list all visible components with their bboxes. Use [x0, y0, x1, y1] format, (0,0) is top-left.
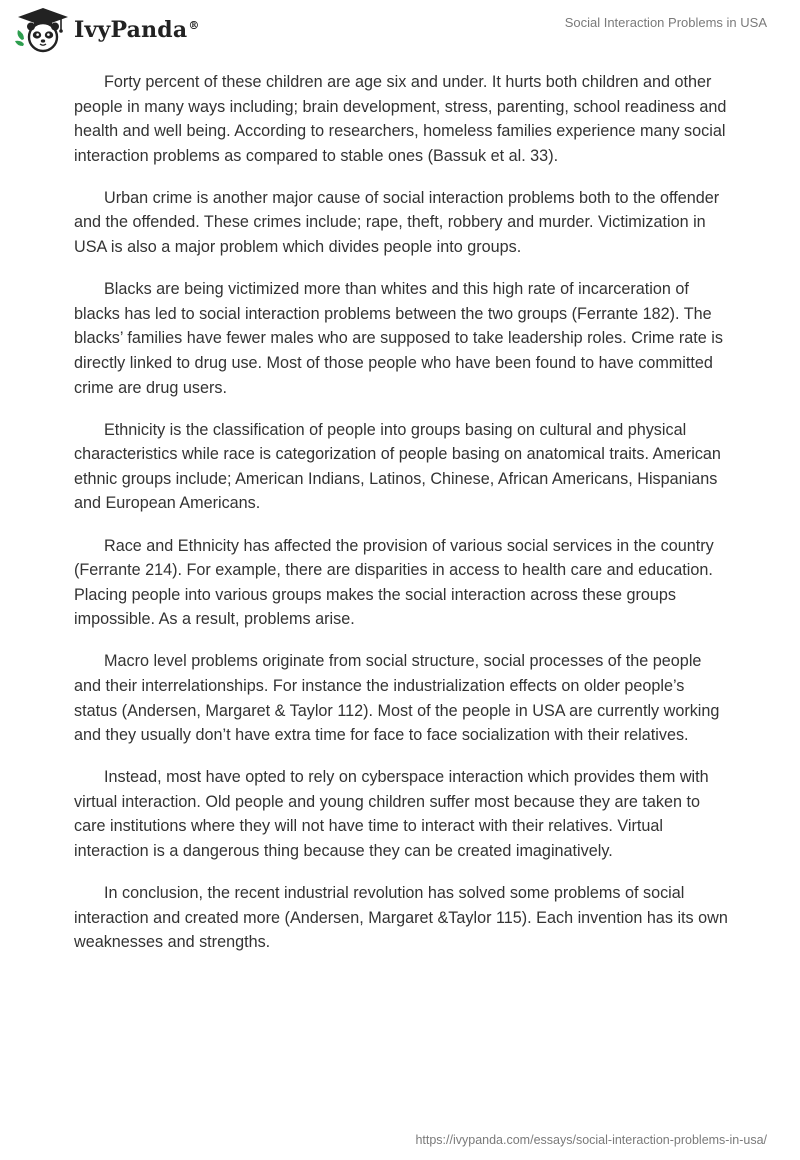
paragraph: Instead, most have opted to rely on cyberspace interaction which provides them with virtual interaction. Old people and young children suffer most because they are taken to care institutions where they will not have time to interact with their relatives. Virtual interaction is a dangerous thing because they can be created imaginatively.	[74, 768, 709, 861]
paragraph: In conclusion, the recent industrial revolution has solved some problems of social interaction and created more (Andersen, Margaret &Taylor 115). Each invention has its own weaknesses and strengths.	[74, 884, 728, 952]
registered-mark: ®	[188, 18, 200, 32]
brand-name: IvyPanda®	[74, 17, 200, 43]
panda-graduate-icon	[14, 6, 72, 54]
essay-body	[74, 70, 730, 972]
paragraph: Ethnicity is the classification of people into groups basing on cultural and physical characteristics while race is categorization of people basing on anatomical traits. American ethnic groups include; American Indians, Latinos, Chinese, African Americans, Hispanians and European Americans.	[74, 420, 721, 513]
paragraph: Blacks are being victimized more than whites and this high rate of incarceration of blacks has led to social interaction problems between the two groups (Ferrante 182). The blacks’ families have fewer males who are supposed to take leadership roles. Crime rate is directly linked to drug use. Most of those people who have been found to have committed crime are drug users.	[74, 280, 723, 397]
paragraph: Forty percent of these children are age six and under. It hurts both children and other people in many ways including; brain development, stress, parenting, school readiness and health and well being. According to researchers, homeless families experience many social interaction problems as compared to stable ones (Bassuk et al. 33).	[74, 73, 727, 165]
paragraph: Urban crime is another major cause of social interaction problems both to the offender and the offended. These crimes include; rape, theft, robbery and murder. Victimization in USA is also a major problem which divides people into groups.	[74, 188, 720, 257]
brand-logo[interactable]	[14, 8, 200, 52]
source-url-link[interactable]: https://ivypanda.com/essays/social-interaction-problems-in-usa/	[415, 1133, 767, 1147]
paragraph: Race and Ethnicity has affected the provision of various social services in the country (Ferrante 214). For example, there are disparities in access to health care and education. Placing people into various groups makes the social interaction across these groups impossible. As a result, problems arise.	[74, 536, 714, 629]
page-header	[0, 0, 800, 60]
document-title: Social Interaction Problems in USA	[564, 15, 767, 30]
paragraph: Macro level problems originate from social structure, social processes of the people and their interrelationships. For instance the industrialization effects on older people’s status (Andersen, Margaret & Taylor 112). Most of the people in USA are currently working and they usually don’t have extra time for face to face socialization with their relatives.	[74, 652, 720, 745]
